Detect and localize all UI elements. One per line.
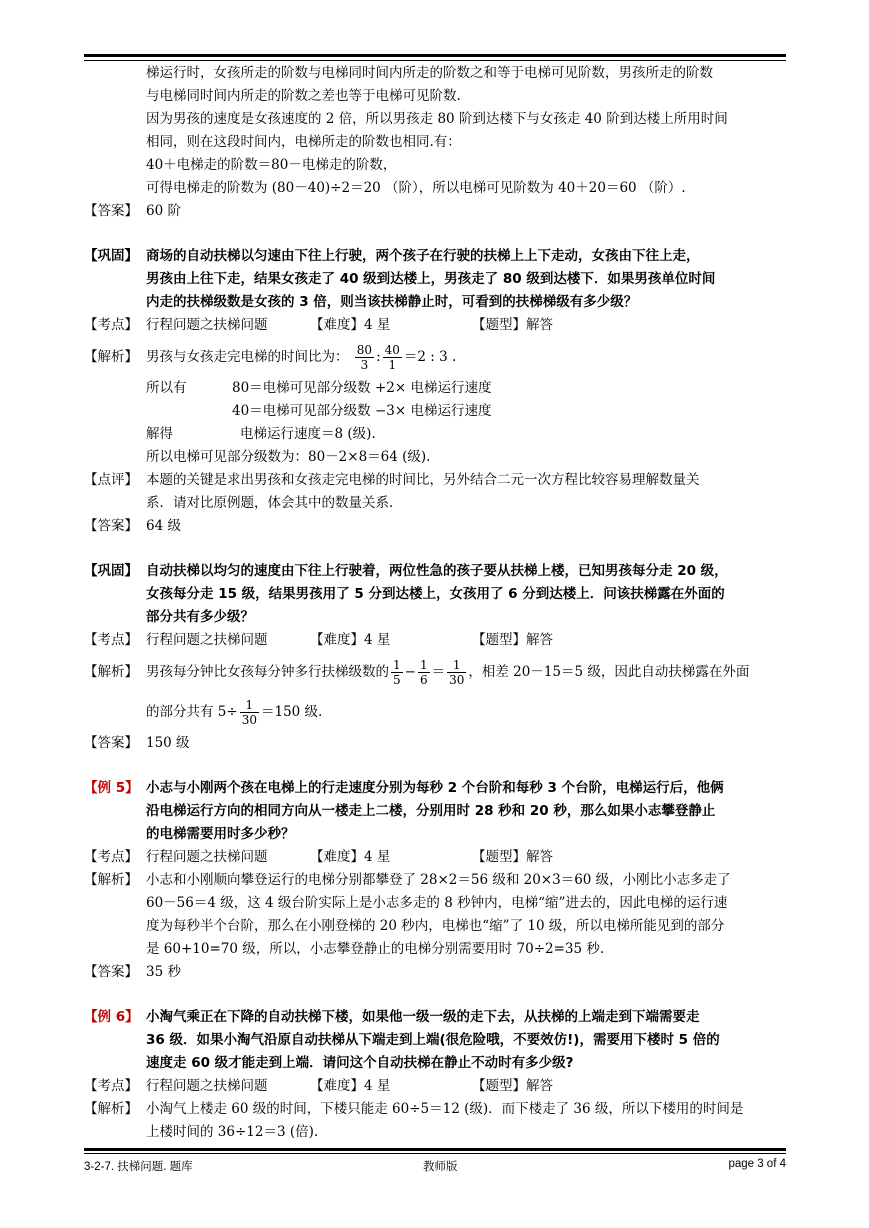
answer-value: 150 级 <box>146 735 190 751</box>
fraction: $\frac{1}{6}$ <box>419 658 428 687</box>
question-line: 【例 5】 小志与小刚两个孩在电梯上的行走速度分别为每秒 2 个台阶和每秒 3 个台阶，电梯运行后，他俩 <box>84 777 786 800</box>
footer-rule <box>84 1148 786 1151</box>
difficulty-value: 4 星 <box>364 632 391 648</box>
question-line: 【巩固】 自动扶梯以均匀的速度由下往上行驶着，两位性急的孩子要从扶梯上楼，已知男孩每分走 20 级， <box>84 563 728 579</box>
example-tag: 【例 5】 <box>84 780 139 796</box>
text-line: 上楼时间的 36÷12＝3 (倍). <box>146 1124 319 1140</box>
point-value: 行程问题之扶梯问题 <box>146 849 268 865</box>
meta-row: 【考点】 行程问题之扶梯问题 【难度】4 星 【题型】解答 <box>84 629 786 652</box>
answer-value: 60 阶 <box>146 203 181 219</box>
answer-row: 【答案】 64 级 <box>84 518 181 534</box>
equation-line: 40＝电梯可见部分级数 −3× 电梯运行速度 <box>232 403 492 419</box>
analysis-row: 【解析】 男孩与女孩走完电梯的时间比为： $\frac{80}{3}$ : $\frac{40}{1}$ ＝2 : 3 . <box>84 343 457 372</box>
header-rule <box>84 54 786 57</box>
answer-row: 【答案】 150 级 <box>84 735 190 751</box>
difficulty-value: 4 星 <box>364 317 391 333</box>
question-line: 部分共有多少级？ <box>146 609 254 625</box>
text-line: 40＋电梯走的阶数＝80－电梯走的阶数， <box>146 157 397 173</box>
meta-row: 【考点】 行程问题之扶梯问题 【难度】4 星 【题型】解答 <box>84 1075 786 1098</box>
footer-page-number: page 3 of 4 <box>728 1158 786 1170</box>
answer-row <box>84 200 786 223</box>
question-line: 【巩固】 商场的自动扶梯以匀速由下往上行驶，两个孩子在行驶的扶梯上上下走动，女孩由下往上走， <box>84 245 786 268</box>
analysis-row: 【解析】 小志和小刚顺向攀登运行的电梯分别都攀登了 28×2＝56 级和 20×3＝60 级，小刚比小志多走了 <box>84 872 731 888</box>
question-line: 女孩每分走 15 级，结果男孩用了 5 分到达楼上，女孩用了 6 分到达楼上．问该扶梯露在外面的 <box>146 586 725 602</box>
meta-row: 【考点】 行程问题之扶梯问题 【难度】4 星 【题型】解答 <box>84 846 786 869</box>
text-line: 度为每秒半个台阶，那么在小刚登梯的 20 秒内，电梯也“缩”了 10 级，所以电梯所能见到的部分 <box>146 918 725 934</box>
text-line: 是 60+10=70 级，所以，小志攀登静止的电梯分别需要用时 70÷2=35 秒. <box>146 941 605 957</box>
question-line: 的电梯需要用时多少秒？ <box>146 826 295 842</box>
comment-row: 【点评】 本题的关键是求出男孩和女孩走完电梯的时间比，另外结合二元一次方程比较容易理解数量关 <box>84 472 700 488</box>
type-value: 解答 <box>526 849 553 865</box>
fraction: $\frac{40}{1}$ <box>384 343 400 372</box>
footer-edition: 教师版 <box>423 1161 458 1173</box>
answer-value: 35 秒 <box>146 964 181 980</box>
text-line: 因为男孩的速度是女孩速度的 2 倍，所以男孩走 80 阶到达楼下与女孩走 40 阶到达楼上所用时间 <box>146 111 728 127</box>
question-line: 36 级．如果小淘气沿原自动扶梯从下端走到上端(很危险哦，不要效仿!)，需要用下楼时 5 倍的 <box>146 1032 720 1048</box>
fraction: $\frac{1}{30}$ <box>449 658 465 687</box>
footer-rule-thin <box>84 1153 786 1154</box>
example-tag: 【例 6】 <box>84 1009 139 1025</box>
consolidate-tag: 【巩固】 <box>84 248 138 264</box>
analysis-row: 的部分共有 5÷ $\frac{1}{30}$ ＝150 级. <box>146 698 323 727</box>
question-line: 速度走 60 级才能走到上端．请问这个自动扶梯在静止不动时有多少级? <box>146 1055 574 1071</box>
fraction: $\frac{1}{5}$ <box>393 658 401 687</box>
meta-row: 【考点】 行程问题之扶梯问题 【难度】4 星 【题型】解答 <box>84 314 786 337</box>
answer-row: 【答案】 35 秒 <box>84 964 181 980</box>
analysis-row: 【解析】 男孩每分钟比女孩每分钟多行扶梯级数的 $\frac{1}{5}$ − $\frac{1}{6}$ ＝ $\frac{1}{30}$ ，相差 20－15＝5 级，因此自动扶梯露在外面 <box>84 658 750 687</box>
fraction: $\frac{1}{30}$ <box>241 698 257 727</box>
point-value: 行程问题之扶梯问题 <box>146 317 268 333</box>
question-line: 男孩由上往下走，结果女孩走了 40 级到达楼上，男孩走了 80 级到达楼下．如果男孩单位时间 <box>146 271 716 287</box>
text-line: 系．请对比原例题，体会其中的数量关系． <box>146 495 403 511</box>
text-line: 梯运行时，女孩所走的阶数与电梯同时间内所走的阶数之和等于电梯可见阶数，男孩所走的阶数 <box>146 65 713 81</box>
difficulty-value: 4 星 <box>364 849 391 865</box>
answer-value: 64 级 <box>146 518 181 534</box>
analysis-row: 【解析】 小淘气上楼走 60 级的时间，下楼只能走 60÷5＝12 (级)．而下楼走了 36 级，所以下楼用的时间是 <box>84 1101 744 1117</box>
type-value: 解答 <box>526 632 553 648</box>
difficulty-value: 4 星 <box>364 1078 391 1094</box>
text-line: 可得电梯走的阶数为 (80－40)÷2＝20 （阶），所以电梯可见阶数为 40＋20＝60 （阶）. <box>146 180 686 196</box>
type-value: 解答 <box>526 317 553 333</box>
text-line: 60－56＝4 级，这 4 级台阶实际上是小志多走的 8 秒钟内，电梯“缩”进去的，因此电梯的运行速 <box>146 895 728 911</box>
equation-line: 所以有 80＝电梯可见部分级数 +2× 电梯运行速度 <box>146 380 492 396</box>
text-line: 所以电梯可见部分级数为：80－2×8＝64 (级). <box>146 449 431 465</box>
footer-doc-name: 3-2-7. 扶梯问题. 题库 <box>84 1161 193 1173</box>
text-line: 相同，则在这段时间内，电梯所走的阶数也相同.有： <box>146 134 461 150</box>
question-line: 内走的扶梯级数是女孩的 3 倍，则当该扶梯静止时，可看到的扶梯梯级有多少级？ <box>146 294 638 310</box>
question-line: 【例 6】 小淘气乘正在下降的自动扶梯下楼，如果他一级一级的走下去，从扶梯的上端走到下端需要走 <box>84 1006 786 1029</box>
answer-tag: 【答案】 <box>84 203 138 219</box>
equation-line: 解得 电梯运行速度＝8 (级). <box>146 426 376 442</box>
point-value: 行程问题之扶梯问题 <box>146 632 268 648</box>
fraction: $\frac{80}{3}$ <box>356 343 373 372</box>
point-value: 行程问题之扶梯问题 <box>146 1078 268 1094</box>
question-line: 沿电梯运行方向的相同方向从一楼走上二楼，分别用时 28 秒和 20 秒，那么如果小志攀登静止 <box>146 803 716 819</box>
header-rule-thin <box>84 60 786 61</box>
page-content <box>84 62 786 1144</box>
type-value: 解答 <box>526 1078 553 1094</box>
text-line: 与电梯同时间内所走的阶数之差也等于电梯可见阶数. <box>146 88 461 104</box>
